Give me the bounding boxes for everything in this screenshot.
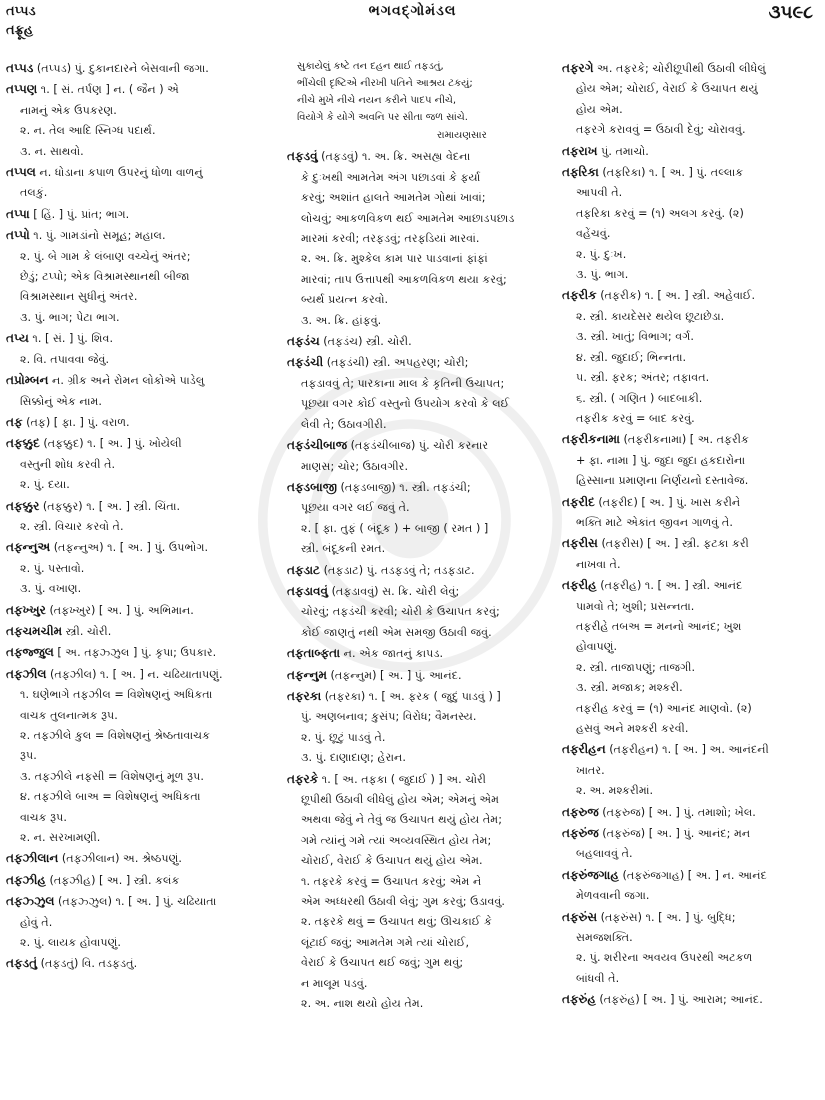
entry-line: સમજશક્તિ. bbox=[576, 931, 633, 945]
entry-line: વસ્તુની શોધ કરવી તે. bbox=[20, 457, 116, 471]
entry-line: કોઈ જાણતું નથી એમ સમજી ઉઠાવી જવું. bbox=[301, 625, 492, 639]
entry-line: ૨. અ. મશ્કરીમાં. bbox=[576, 784, 654, 798]
entry-line: પૂછયા વગર કોઈ વસ્તુનો ઉપયોગ કરવો કે લઈ bbox=[301, 397, 510, 411]
dictionary-entry bbox=[287, 686, 555, 769]
entry-line: અથવા જેવું ને તેવું જ ઉચાપત થયું હોય તેમ; bbox=[301, 813, 502, 827]
entry-headline: તફરિકા (તફરિકા) ૧. [ અ. ] પું. તલ્લાક bbox=[562, 165, 744, 180]
headword: તફડંચી bbox=[287, 355, 324, 370]
entry-line: ૩. સ્ત્રી. મજાક; મશ્કરી. bbox=[576, 681, 683, 695]
entry-line: + ફા. નામા ] પું. જુદા જુદા હકદારોના bbox=[576, 453, 746, 467]
entry-line: તફરિકા કરવું = (૧) અલગ કરવું. (૨) bbox=[576, 206, 744, 220]
dictionary-entry bbox=[562, 285, 819, 429]
dictionary-entry bbox=[287, 58, 555, 126]
entry-headline: તફરીહ (તફરીહ) ૧. [ અ. ] સ્ત્રી. આનંદ bbox=[562, 578, 743, 593]
headword: તપ્પણ bbox=[6, 82, 38, 97]
entry-line: તલકું. bbox=[20, 186, 48, 200]
headword: તફરુંહ bbox=[562, 992, 596, 1007]
entry-headline: તફરુજ (તફરુજ) [ અ. ] પું. તમાશો; ખેલ. bbox=[562, 804, 756, 819]
page-title: ભગવદ્ગોમંડલ bbox=[368, 3, 457, 19]
dictionary-entry bbox=[6, 79, 280, 162]
dictionary-entry bbox=[6, 328, 280, 370]
entry-headline: તફન્નુમ (તફન્નુમ) [ અ. ] પું. આનંદ. bbox=[287, 667, 462, 682]
dictionary-entry bbox=[562, 802, 819, 823]
entry-line: ગમે ત્યાંનું ગમે ત્યાં અવ્યવસ્થિત હોય તેમ; bbox=[301, 833, 492, 847]
entry-headline: તપ્પલ ન. ધોડાના કપાળ ઉપરનું ધોળા વાળનું bbox=[6, 165, 203, 180]
headword: તફઝીહ bbox=[6, 872, 46, 887]
dictionary-entry bbox=[562, 739, 819, 801]
dictionary-entry bbox=[6, 496, 280, 538]
entry-line: ૧. ઘણેભાગે તફઝીલ = વિશેષણનું અધિકતા bbox=[20, 688, 213, 702]
dictionary-entry bbox=[287, 665, 555, 686]
headword: તફચમચીમ bbox=[6, 623, 63, 638]
entry-headline: તફડંચ (તફડંચ) સ્ત્રી. ચોરી. bbox=[287, 334, 412, 349]
headword: તફઝીલાન bbox=[6, 851, 59, 866]
dictionary-entry bbox=[562, 907, 819, 990]
headword: તપ્રોમ્બન bbox=[6, 373, 49, 388]
headword: તફઝ્ઝુલ bbox=[6, 894, 55, 909]
entry-line: ૨. વિ. તપાવવા જેવું. bbox=[20, 352, 110, 366]
entry-line: નીચે મુખે નીચે નયન કરીને પાદપ નીચે, bbox=[297, 95, 457, 106]
headword: તપ્ય bbox=[6, 331, 29, 346]
entry-headline: તફરીહન (તફરીહન) ૧. [ અ. ] અ. આનંદની bbox=[562, 742, 769, 757]
entry-line: તફરીહ કરવું = (૧) આનંદ માણવો. (૨) bbox=[576, 701, 752, 715]
dictionary-columns bbox=[0, 58, 825, 1098]
entry-line: ૩. પું. વખાણ. bbox=[20, 582, 82, 596]
entry-line: ૪. તફઝીલે બાઅ = વિશેષણનું અધિકતા bbox=[20, 790, 201, 804]
entry-headline: તફરુંસ (તફરુંસ) ૧. [ અ. ] પું. બુદ્ધિ; bbox=[562, 909, 736, 924]
entry-line: લોચવું; આકળવિકળ થઈ આમતેમ આછાડપછાડ bbox=[301, 211, 515, 225]
headword: તપ્પા bbox=[6, 206, 30, 221]
entry-line: તફરગે કરાવવું = ઉઠાવી દેવું; ચોરાવવું. bbox=[576, 123, 746, 137]
headword: તફડંચીબાજ bbox=[287, 438, 348, 453]
entry-line: રૂપ. bbox=[20, 749, 37, 763]
entry-headline: તફરગે અ. તફરકે; ચોરીછૂપીથી ઉઠાવી લીધેલું bbox=[562, 61, 766, 75]
entry-line: ભીંચેલી દૃષ્ટિએ નીરખી પતિને આશ્રય ટકયું; bbox=[297, 78, 473, 89]
dictionary-entry bbox=[6, 162, 280, 204]
entry-line: હોવું તે. bbox=[20, 915, 53, 929]
entry-line: ૨. પું. બે ગામ કે લંબાણ વચ્ચેનું અંતર; bbox=[20, 249, 191, 263]
dictionary-entry bbox=[6, 433, 280, 495]
entry-headline: તફ (તફ) [ ફા. ] પું. વરાળ. bbox=[6, 414, 130, 429]
entry-line: ભક્તિ માટે એકાંત જીવન ગાળવું તે. bbox=[576, 515, 733, 529]
entry-line: ચોરાઈ, વેરાઈ કે ઉચાપત થયું હોય એમ. bbox=[301, 854, 483, 868]
entry-line: નામનું એક ઉપકરણ. bbox=[20, 103, 117, 117]
dictionary-entry bbox=[6, 225, 280, 328]
entry-line: સિક્કોનું એક નામ. bbox=[20, 394, 102, 408]
headword: તપ્પડ bbox=[6, 61, 34, 75]
entry-line: રામાયણસાર bbox=[437, 130, 487, 141]
entry-line: હસવું અને મશ્કરી કરવી. bbox=[576, 722, 689, 735]
entry-headline: તફઝીલ (તફઝીલ) ૧. [ અ. ] ન. ચઢિયાતાપણું. bbox=[6, 666, 223, 681]
entry-headline: તફઝીહ (તફઝીહ) [ અ. ] સ્ત્રી. કલંક bbox=[6, 872, 180, 887]
entry-line: પૂછયા વગર લઈ જવું તે. bbox=[301, 501, 410, 515]
headword: તફરગે bbox=[562, 61, 594, 75]
headword: તફડાટ bbox=[287, 562, 321, 577]
entry-headline: તફક્કુર (તફક્કુર) ૧. [ અ. ] સ્ત્રી. ચિંતા. bbox=[6, 498, 181, 513]
entry-line: મેળવવાની જગા. bbox=[576, 889, 650, 903]
entry-line: ૨. સ્ત્રી. તાજાપણું; તાજગી. bbox=[576, 660, 696, 674]
entry-line: નાખવા તે. bbox=[576, 557, 621, 571]
dictionary-entry bbox=[562, 429, 819, 491]
entry-line: હોવાપણું. bbox=[576, 640, 618, 654]
guide-word-first: તપ્પડ bbox=[6, 4, 36, 19]
column-middle bbox=[287, 58, 555, 1098]
entry-line: ૩. પું. ભાગ; પેટા ભાગ. bbox=[20, 310, 120, 324]
column-right bbox=[562, 58, 819, 1098]
headword: તફરીહ bbox=[562, 578, 597, 593]
entry-line: ૨. [ ફા. તુફં ( બંદૂક ) + બાજી ( રમત ) ] bbox=[301, 521, 489, 535]
entry-line: તફડાવવું તે; પારકાના માલ કે કૃતિની ઉચાપત; bbox=[301, 376, 505, 390]
entry-headline: તપ્પડ (તપ્પડ) પું. દુકાનદારને બેસવાની જગા. bbox=[6, 61, 209, 75]
entry-line: મારમાં કરવી; તરફડવું; તરફડિયાં મારવાં. bbox=[301, 232, 480, 246]
entry-line: એમ અધ્ધરથી ઉઠાવી લેવું; ગુમ કરવું; ઉડાવવું. bbox=[301, 895, 505, 909]
entry-line: ૨. પું. છૂટું પાડવું તે. bbox=[301, 730, 386, 744]
headword: તફરુંસ bbox=[562, 909, 598, 924]
entry-line: વેરાઈ કે ઉચાપત થઈ જવું; ગુમ થવું; bbox=[301, 956, 464, 970]
entry-headline: તપ્રોમ્બન ન. ગ્રીક અને રોમન લોકોએ પાડેલુ bbox=[6, 373, 205, 388]
headword: તફરકા bbox=[287, 688, 322, 703]
entry-line: બહલાવવું તે. bbox=[576, 847, 633, 861]
entry-headline: તફડંચીબાજ (તફડંચીબાજ) પું. ચોરી કરનાર bbox=[287, 438, 489, 453]
entry-line: ૪. સ્ત્રી. જુદાઈ; ભિન્નતા. bbox=[576, 350, 687, 364]
entry-headline: તફડંચી (તફડંચી) સ્ત્રી. અપહરણ; ચોરી; bbox=[287, 355, 469, 370]
dictionary-entry bbox=[287, 581, 555, 643]
dictionary-entry bbox=[6, 412, 280, 433]
entry-line: ૧. તફરકે કરવું = ઉચાપત કરવું; એમ ને bbox=[301, 874, 482, 888]
headword: તફરીસ bbox=[562, 536, 598, 551]
entry-headline: તફરીકનામા (તફરીકનામા) [ અ. તફરીક bbox=[562, 432, 749, 447]
headword: તફતાબ્ફતા bbox=[287, 646, 341, 661]
entry-line: ૨. પું. દયા. bbox=[20, 478, 70, 492]
entry-headline: તફરીદ (તફરીદ) [ અ. ] પું. ખાસ કરીને bbox=[562, 494, 741, 509]
headword: તફક્કુદ bbox=[6, 436, 40, 451]
dictionary-entry bbox=[6, 848, 280, 869]
entry-line: મારવાં; તાપ ઉત્તાપથી આકળવિકળ થયા કરવું; bbox=[301, 272, 507, 286]
entry-line: ૨. પું. દુઃખ. bbox=[576, 247, 627, 261]
dictionary-entry bbox=[562, 989, 819, 1010]
dictionary-entry bbox=[6, 537, 280, 599]
entry-line: ચોરવું; તફડંચી કરવી; ચોરી કે ઉચાપત કરવું; bbox=[301, 605, 500, 619]
dictionary-entry bbox=[6, 370, 280, 412]
entry-headline: તફક્કુદ (તફક્કુદ) ૧. [ અ. ] પું. ખોયેલી bbox=[6, 436, 182, 451]
dictionary-entry bbox=[287, 146, 555, 331]
entry-line: ૨. સ્ત્રી. વિચાર કરવો તે. bbox=[20, 519, 124, 533]
headword: તફજ્જુલ bbox=[6, 645, 54, 660]
entry-line: ૩. પું. દાણાદાણ; હેરાન. bbox=[301, 751, 406, 765]
entry-line: ૨. પું. શરીરના અવયવ ઉપરથી અટકળ bbox=[576, 951, 753, 965]
entry-line: ન માલૂમ પડવું. bbox=[301, 976, 368, 990]
headword: તફરકે bbox=[287, 771, 319, 786]
entry-line: ૩. ન. સાથવો. bbox=[20, 144, 84, 158]
entry-headline: તફચમચીમ સ્ત્રી. ચોરી. bbox=[6, 623, 112, 638]
dictionary-entry bbox=[287, 126, 555, 146]
dictionary-entry bbox=[6, 953, 280, 974]
headword: તપ્પો bbox=[6, 228, 30, 243]
dictionary-entry bbox=[287, 435, 555, 477]
entry-line: કે દુઃખથી આમતેમ અંગ પછાડવાં કે ફર્યા bbox=[301, 170, 481, 184]
dictionary-entry bbox=[6, 58, 280, 79]
headword: તફરુજ bbox=[562, 804, 599, 819]
entry-headline: તપ્પો ૧. પું. ગામડાંનો સમૂહ; મહાલ. bbox=[6, 228, 166, 243]
dictionary-entry bbox=[562, 575, 819, 739]
headword: તફખ્ખુર bbox=[6, 602, 46, 617]
entry-headline: તફજ્જુલ [ અ. તફઝ્ઝુલ ] પું. કૃપા; ઉપકાર. bbox=[6, 645, 217, 660]
entry-line: આપવી તે. bbox=[576, 186, 623, 200]
guide-word-last: તફ્રૂહ bbox=[6, 23, 34, 38]
headword: તફરુંજ bbox=[562, 826, 599, 841]
dictionary-entry bbox=[287, 477, 555, 560]
dictionary-entry bbox=[562, 162, 819, 285]
entry-line: ૨. ન. સરખામણી. bbox=[20, 831, 101, 845]
dictionary-entry bbox=[562, 823, 819, 865]
entry-line: છૂપીથી ઉઠાવી લીધેલું હોય એમ; એમનું એમ bbox=[301, 793, 500, 806]
entry-line: હોય એમ. bbox=[576, 102, 623, 116]
dictionary-entry bbox=[562, 492, 819, 534]
entry-line: છેડું; ટપ્પો; એક વિશ્રામસ્થાનથી બીજા bbox=[20, 270, 190, 284]
entry-headline: તફરુંજગાહ (તફરુંજગાહ) [ અ. ] ન. આનંદ bbox=[562, 867, 767, 882]
entry-line: વિયોગે કે યોગે અવનિ પર સીતા જળ સાંચે. bbox=[297, 112, 468, 123]
headword: તફન્નુઅ bbox=[6, 540, 51, 555]
entry-headline: તફડવું (તફડવું) ૧. અ. ક્રિ. અસહ્ય વેદના bbox=[287, 149, 471, 164]
entry-line: કરવું; અશાંત હાલતે આમતેમ ગોથાં ખાવાં; bbox=[301, 191, 486, 205]
headword: તફડંચ bbox=[287, 334, 320, 349]
dictionary-entry bbox=[562, 141, 819, 162]
entry-line: વિશ્રામસ્થાન સુધીનું અંતર. bbox=[20, 290, 138, 304]
entry-line: હોય એમ; ચોરાઈ, વેરાઈ કે ઉચાપત થયું bbox=[576, 82, 758, 96]
entry-headline: તફરકે ૧. [ અ. તફકા ( જુદાઈ ) ] અ. ચોરી bbox=[287, 771, 486, 786]
entry-line: પામવો તે; ખુશી; પ્રસન્નતા. bbox=[576, 599, 695, 613]
entry-line: વાચક રૂપ. bbox=[20, 810, 67, 824]
entry-line: લૂંટાઈ જવું; આમતેમ ગમે ત્યાં ચોરાઈ, bbox=[301, 935, 470, 949]
dictionary-entry bbox=[562, 865, 819, 907]
headword: તફઝીલ bbox=[6, 666, 47, 681]
dictionary-entry bbox=[6, 621, 280, 642]
dictionary-entry bbox=[287, 643, 555, 664]
headword: તફરુંજગાહ bbox=[562, 867, 619, 882]
entry-headline: તફડાટ (તફડાટ) પું. તડફડવું તે; તડફડાટ. bbox=[287, 562, 475, 577]
entry-line: ૨. ન. તેલ આદિ સ્નિગ્ધ પદાર્થ. bbox=[20, 124, 156, 138]
entry-line: સુકાયેલું કષ્ટે તન દહન થાઈ તફડતું, bbox=[297, 61, 444, 72]
entry-headline: તપ્પણ ૧. [ સં. તર્પણ ] ન. ( જૈન ) એ bbox=[6, 82, 179, 97]
headword: તફરીકનામા bbox=[562, 432, 620, 447]
entry-line: ૩. અ. ક્રિ. હાંફવું. bbox=[301, 313, 382, 327]
headword: તફ bbox=[6, 414, 23, 429]
entry-line: લેવી તે; ઉઠાવગીરી. bbox=[301, 417, 387, 431]
entry-headline: તફરુંહ (તફરુંહ) [ અ. ] પું. આરામ; આનંદ. bbox=[562, 992, 763, 1007]
headword: તફડતું bbox=[6, 956, 38, 971]
dictionary-entry bbox=[287, 352, 555, 435]
entry-line: ૫. સ્ત્રી. ફરક; અંતર; તફાવત. bbox=[576, 371, 710, 385]
entry-line: ૩. સ્ત્રી. ખાતું; વિભાગ; વર્ગ. bbox=[576, 330, 694, 344]
entry-headline: તફડાવવું (તફડાવવું) સ. ક્રિ. ચોરી લેવું; bbox=[287, 583, 460, 598]
headword: તફડબાજી bbox=[287, 479, 337, 494]
dictionary-entry bbox=[6, 891, 280, 953]
entry-headline: તફખ્ખુર (તફખ્ખુર) [ અ. ] પું. અભિમાન. bbox=[6, 602, 194, 617]
entry-line: ૨. પું. પસ્તાવો. bbox=[20, 561, 85, 575]
dictionary-entry bbox=[6, 204, 280, 225]
entry-line: ૩. તફઝીલે નફસી = વિશેષણનું મૂળ રૂપ. bbox=[20, 769, 204, 783]
entry-line: ૬. સ્ત્રી. ( ગણિત ) બાદબાકી. bbox=[576, 391, 703, 405]
entry-line: માણસ; ચોર; ઉઠાવગીર. bbox=[301, 459, 409, 473]
entry-line: પું. અણબનાવ; કુસંપ; વિરોધ; વૈમનસ્ય. bbox=[301, 710, 477, 724]
entry-headline: તફરીસ (તફરીસ) [ અ. ] સ્ત્રી. ફટકા કરી bbox=[562, 536, 749, 551]
dictionary-entry bbox=[287, 331, 555, 352]
entry-line: વાચક તુલનાત્મક રૂપ. bbox=[20, 708, 118, 722]
entry-headline: તફતાબ્ફતા ન. એક જાતનું કાપડ. bbox=[287, 646, 444, 661]
headword: તફડવું bbox=[287, 149, 318, 164]
entry-headline: તફઝીલાન (તફઝીલાન) અ. શ્રેષ્ઠપણું. bbox=[6, 851, 182, 866]
headword: તફરાખ bbox=[562, 143, 598, 158]
entry-line: બ્યર્થ પ્રયત્ન કરવો. bbox=[301, 293, 389, 307]
entry-headline: તફરુંજ (તફરુંજ) [ અ. ] પું. આનંદ; મન bbox=[562, 826, 751, 841]
entry-line: હિસ્સાના પ્રમાણના નિર્ણયનો દસ્તાવેજ. bbox=[576, 474, 749, 488]
dictionary-entry bbox=[562, 58, 819, 141]
dictionary-entry bbox=[6, 642, 280, 663]
entry-line: ૨. સ્ત્રી. કાયદેસર થયેલ છૂટાછેડા. bbox=[576, 309, 725, 323]
entry-line: તફરીક કરવું = બાદ કરવું. bbox=[576, 411, 695, 425]
entry-line: વહેંચવું. bbox=[576, 227, 611, 241]
entry-line: સ્ત્રી. બંદૂકની રમત. bbox=[301, 542, 386, 556]
dictionary-entry bbox=[6, 664, 280, 849]
column-left bbox=[6, 58, 280, 1098]
entry-headline: તફડતું (તફડતું) વિ. તડફડતું. bbox=[6, 956, 138, 971]
entry-line: તફરીહે તબઅ = મનનો આનંદ; ખુશ bbox=[576, 619, 742, 633]
entry-headline: તફડબાજી (તફડબાજી) ૧. સ્ત્રી. તફડંચી; bbox=[287, 479, 471, 494]
page-number: ૩૫૯૮ bbox=[768, 2, 813, 23]
dictionary-entry bbox=[6, 870, 280, 891]
entry-line: ૨. તફઝીલે કુલ = વિશેષણનું શ્રેષ્ઠતાવાચક bbox=[20, 729, 210, 742]
entry-line: ૨. અ. ક્રિ. મુશ્કેલ કામ પાર પાડવાનાં ફાંફાં bbox=[301, 252, 488, 266]
entry-headline: તપ્પા [ હિં. ] પું. પ્રાંત; ભાગ. bbox=[6, 206, 130, 221]
dictionary-entry bbox=[287, 769, 555, 1015]
headword: તફડાવવું bbox=[287, 583, 329, 598]
headword: તફન્નુમ bbox=[287, 667, 327, 682]
entry-line: ૨. અ. નાશ થયો હોય તેમ. bbox=[301, 997, 424, 1011]
headword: તપ્પલ bbox=[6, 165, 36, 180]
headword: તફક્કુર bbox=[6, 498, 40, 513]
entry-headline: તફરકા (તફરકા) ૧. [ અ. ફરક ( જુદું પાડવું ) ] bbox=[287, 688, 501, 703]
headword: તફરીદ bbox=[562, 494, 595, 509]
dictionary-entry bbox=[562, 533, 819, 575]
entry-line: ખાતર. bbox=[576, 763, 605, 777]
entry-headline: તફરીક (તફરીક) ૧. [ અ. ] સ્ત્રી. અહેવાઈ. bbox=[562, 288, 756, 303]
dictionary-entry bbox=[287, 560, 555, 581]
entry-line: ૨. પું. લાયક હોવાપણું. bbox=[20, 936, 121, 950]
headword: તફરિકા bbox=[562, 165, 599, 180]
entry-headline: તફન્નુઅ (તફન્નુઅ) ૧. [ અ. ] પું. ઉપભોગ. bbox=[6, 540, 209, 555]
dictionary-entry bbox=[6, 600, 280, 621]
entry-headline: તફરાખ પું. તમાચો. bbox=[562, 143, 649, 158]
entry-headline: તપ્ય ૧. [ સં. ] પું. શિવ. bbox=[6, 331, 114, 346]
headword: તફરીહન bbox=[562, 742, 606, 757]
entry-line: ૨. તફરકે થવું = ઉચાપત થવું; ઊચકાઈ કે bbox=[301, 915, 492, 929]
entry-headline: તફઝ્ઝુલ (તફઝ્ઝુલ) ૧. [ અ. ] પું. ચઢિયાતા bbox=[6, 894, 217, 909]
entry-line: બાંધવી તે. bbox=[576, 971, 620, 985]
entry-line: ૩. પું. ભાગ. bbox=[576, 268, 629, 282]
headword: તફરીક bbox=[562, 288, 597, 303]
